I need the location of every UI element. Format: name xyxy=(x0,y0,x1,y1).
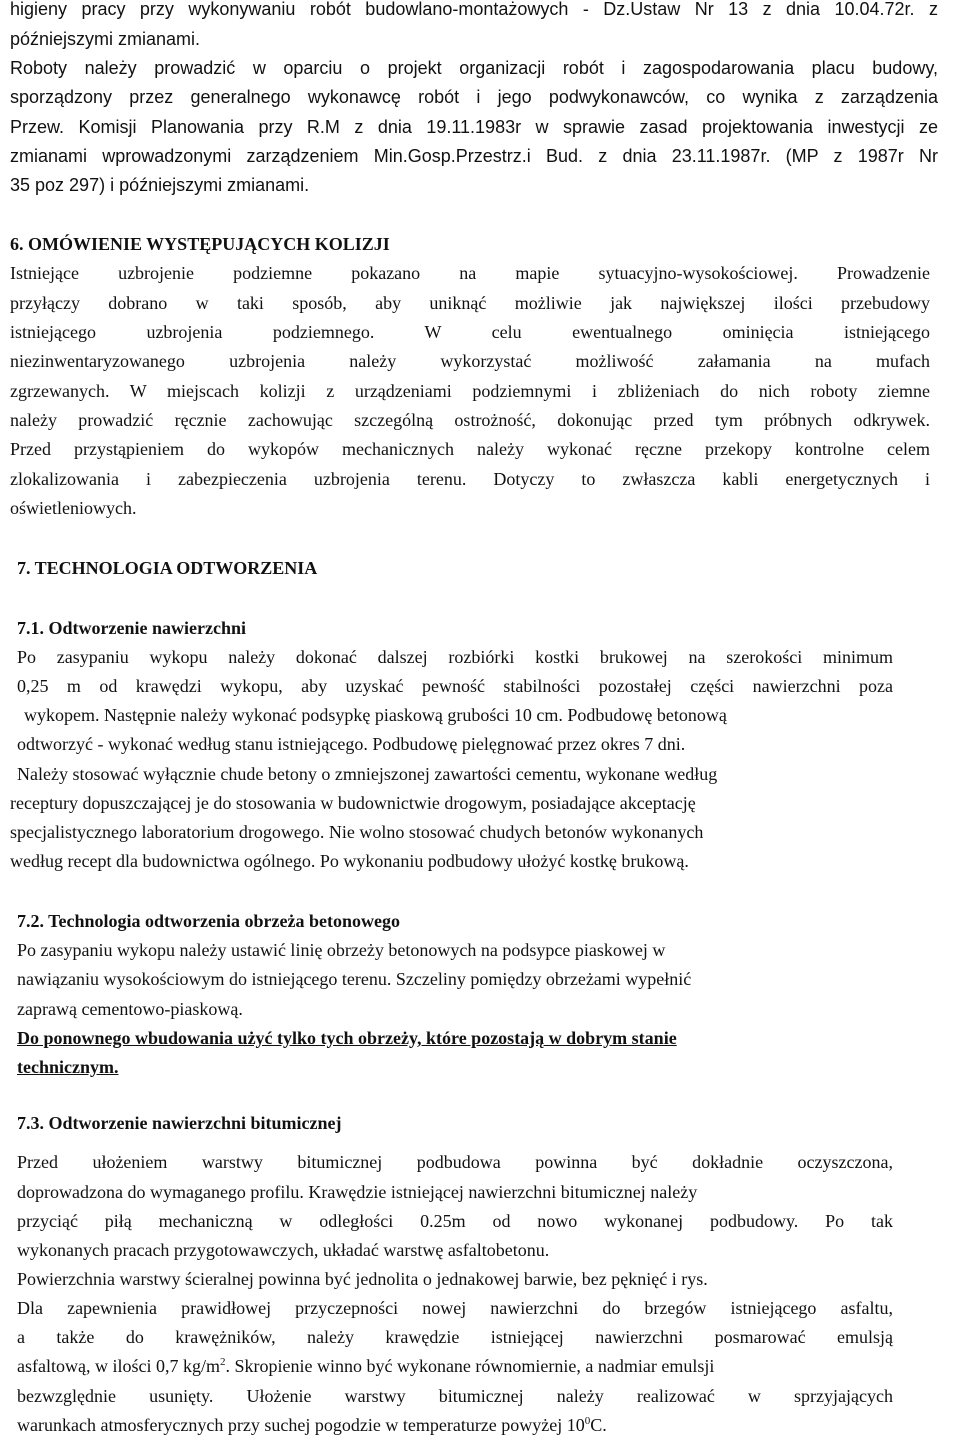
text-line: zlokalizowania i zabezpieczenia uzbrojenia terenu. Dotyczy to zwłaszcza kabli energetycznych i xyxy=(10,469,930,489)
text-fragment: C. xyxy=(590,1415,607,1435)
text-line: nawiązaniu wysokościowym do istniejącego terenu. Szczeliny pomiędzy obrzeżami wypełnić xyxy=(17,969,692,989)
text-line: zgrzewanych. W miejscach kolizji z urządzeniami podziemnymi i zbliżeniach do nich roboty ziemne xyxy=(10,381,930,401)
text-line: Po zasypaniu wykopu należy ustawić linię obrzeży betonowych na podsypce piaskowej w xyxy=(17,940,666,960)
text-line: Przew. Komisji Planowania przy R.M z dnia 19.11.1983r w sprawie zasad projektowania inwestycji ze xyxy=(10,117,938,137)
section-heading: 6. OMÓWIENIE WYSTĘPUJĄCYCH KOLIZJI xyxy=(10,234,390,254)
text-line: doprowadzona do wymaganego profilu. Krawędzie istniejącej nawierzchni bitumicznej należy xyxy=(17,1182,698,1202)
text-line: Dla zapewnienia prawidłowej przyczepności nowej nawierzchni do brzegów istniejącego asfaltu, xyxy=(17,1298,893,1318)
text-line: Przed przystąpieniem do wykopów mechanicznych należy wykonać ręczne przekopy kontrolne celem xyxy=(10,439,930,459)
text-fragment: warunkach atmosferycznych przy suchej pogodzie w temperaturze powyżej 10 xyxy=(17,1415,585,1435)
text-line: niezinwentaryzowanego uzbrojenia należy wykorzystać możliwość załamania na mufach xyxy=(10,351,930,371)
text-line xyxy=(17,1355,714,1377)
text-line: zmianami wprowadzonymi zarządzeniem Min.Gosp.Przestrz.i Bud. z dnia 23.11.1987r. (MP z 1987r Nr xyxy=(10,146,938,166)
text-line: bezwzględnie usunięty. Ułożenie warstwy bitumicznej należy realizować w sprzyjających xyxy=(17,1386,893,1406)
superscript: 2 xyxy=(219,1356,226,1368)
section-heading: 7. TECHNOLOGIA ODTWORZENIA xyxy=(17,558,318,578)
text-line: Przed ułożeniem warstwy bitumicznej podbudowa powinna być dokładnie oczyszczona, xyxy=(17,1152,893,1172)
text-line: wykopem. Następnie należy wykonać podsypkę piaskową grubości 10 cm. Podbudowę betonową xyxy=(24,705,727,725)
text-line: przyciąć piłą mechaniczną w odległości 0.25m od nowo wykonanej podbudowy. Po tak xyxy=(17,1211,893,1231)
text-line: według recept dla budownictwa ogólnego. Po wykonaniu podbudowy ułożyć kostkę brukową. xyxy=(10,851,689,871)
text-line: Roboty należy prowadzić w oparciu o projekt organizacji robót i zagospodarowania placu budowy, xyxy=(10,58,938,78)
subsection-heading: 7.2. Technologia odtworzenia obrzeża betonowego xyxy=(17,911,400,931)
text-fragment: . Skropienie winno być wykonane równomiernie, a nadmiar emulsji xyxy=(225,1356,715,1376)
text-line: specjalistycznego laboratorium drogowego. Nie wolno stosować chudych betonów wykonanych xyxy=(10,822,704,842)
underlined-note: technicznym. xyxy=(17,1057,119,1077)
text-fragment: asfaltową, w ilości 0,7 kg/m xyxy=(17,1356,220,1376)
underlined-note: Do ponownego wbudowania użyć tylko tych obrzeży, które pozostają w dobrym stanie xyxy=(17,1028,677,1048)
text-line: wykonanych pracach przygotowawczych, układać warstwę asfaltobetonu. xyxy=(17,1240,550,1260)
text-line: istniejącego uzbrojenia podziemnego. W celu ewentualnego ominięcia istniejącego xyxy=(10,322,930,342)
text-line: przyłączy dobrano w taki sposób, aby uniknąć możliwie jak największej ilości przebudowy xyxy=(10,293,930,313)
text-line: 0,25 m od krawędzi wykopu, aby uzyskać pewność stabilności pozostałej części nawierzchni poza xyxy=(17,676,893,696)
text-line: Istniejące uzbrojenie podziemne pokazano na mapie sytuacyjno-wysokościowej. Prowadzenie xyxy=(10,263,930,283)
text-line: sporządzony przez generalnego wykonawcę robót i jego podwykonawców, co wynika z zarządzenia xyxy=(10,87,938,107)
text-line: higieny pracy przy wykonywaniu robót budowlano-montażowych - Dz.Ustaw Nr 13 z dnia 10.04.72r. z xyxy=(10,0,938,19)
text-line: Powierzchnia warstwy ścieralnej powinna być jednolita o jednakowej barwie, bez pęknięć i rys. xyxy=(17,1269,708,1289)
text-line: 35 poz 297) i późniejszymi zmianami. xyxy=(10,175,310,195)
subsection-heading: 7.3. Odtworzenie nawierzchni bitumicznej xyxy=(17,1113,342,1133)
text-line: Należy stosować wyłącznie chude betony o zmniejszonej zawartości cementu, wykonane według xyxy=(17,764,718,784)
text-line xyxy=(17,1414,607,1436)
text-line: Po zasypaniu wykopu należy dokonać dalszej rozbiórki kostki brukowej na szerokości minimum xyxy=(17,647,893,667)
text-line: zaprawą cementowo-piaskową. xyxy=(17,999,243,1019)
text-line: a także do krawężników, należy krawędzie istniejącej nawierzchni posmarować emulsją xyxy=(17,1327,893,1347)
superscript: 0 xyxy=(584,1415,591,1427)
subsection-heading: 7.1. Odtworzenie nawierzchni xyxy=(17,618,246,638)
text-line: receptury dopuszczającej je do stosowania w budownictwie drogowym, posiadające akceptację xyxy=(10,793,696,813)
text-line: późniejszymi zmianami. xyxy=(10,29,201,49)
text-line: odtworzyć - wykonać według stanu istniejącego. Podbudowę pielęgnować przez okres 7 dni. xyxy=(17,734,686,754)
text-line: oświetleniowych. xyxy=(10,498,137,518)
text-line: należy prowadzić ręcznie zachowując szczególną ostrożność, dokonując przed tym próbnych odkrywek. xyxy=(10,410,930,430)
